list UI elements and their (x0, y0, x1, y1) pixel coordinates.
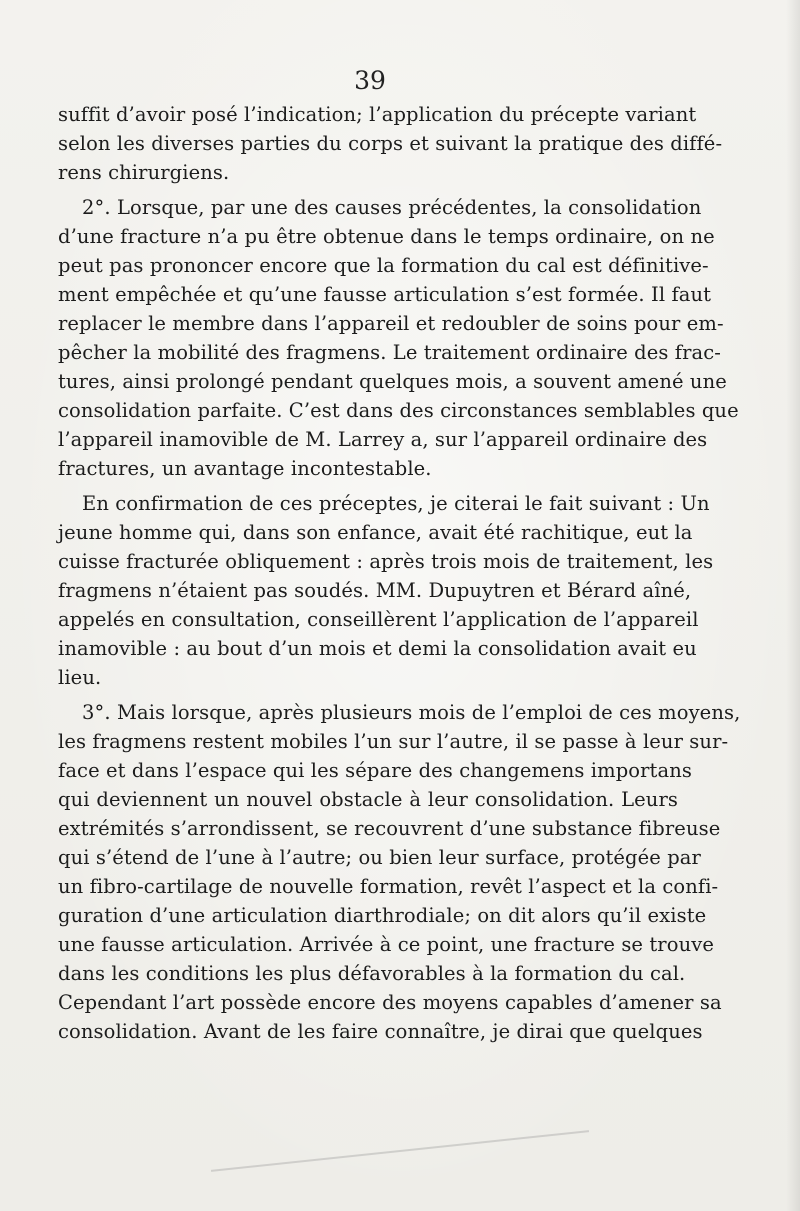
text-line: ment empêchée et qu’une fausse articulation s’est formée. Il faut (58, 283, 712, 306)
text-line: tures, ainsi prolongé pendant quelques mois, a souvent amené une (58, 370, 727, 393)
text-line: inamovible : au bout d’un mois et demi la consolidation avait eu (58, 637, 697, 660)
text-line: un fibro-cartilage de nouvelle formation, revêt l’aspect et la confi- (58, 875, 719, 898)
text-line: fractures, un avantage incontestable. (58, 457, 432, 480)
text-line: extrémités s’arrondissent, se recouvrent d’une substance fibreuse (58, 817, 721, 840)
text-line: les fragmens restent mobiles l’un sur l’autre, il se passe à leur sur- (58, 730, 729, 753)
text-line: dans les conditions les plus défavorables à la formation du cal. (58, 962, 686, 985)
paragraph-2 (58, 193, 739, 483)
text-line: qui deviennent un nouvel obstacle à leur consolidation. Leurs (58, 788, 678, 811)
page-number: 39 (354, 66, 386, 95)
text-line: peut pas prononcer encore que la formation du cal est définitive- (58, 254, 709, 277)
text-line: face et dans l’espace qui les sépare des changemens importans (58, 759, 692, 782)
text-line: selon les diverses parties du corps et suivant la pratique des diffé- (58, 132, 723, 155)
text-line: En confirmation de ces préceptes, je citerai le fait suivant : Un (82, 492, 710, 515)
text-line: d’une fracture n’a pu être obtenue dans le temps ordinaire, on ne (58, 225, 715, 248)
text-line: Cependant l’art possède encore des moyens capables d’amener sa (58, 991, 722, 1014)
text-line: replacer le membre dans l’appareil et redoubler de soins pour em- (58, 312, 724, 335)
paper-scratch-mark (211, 1130, 589, 1172)
paragraph-3 (58, 489, 714, 692)
paragraph-1 (58, 100, 723, 187)
paragraph-4 (58, 698, 741, 1046)
page-edge-shadow (786, 0, 800, 1211)
text-line: fragmens n’étaient pas soudés. MM. Dupuytren et Bérard aîné, (58, 579, 692, 602)
text-line: une fausse articulation. Arrivée à ce point, une fracture se trouve (58, 933, 714, 956)
text-line: consolidation parfaite. C’est dans des circonstances semblables que (58, 399, 739, 422)
text-line: cuisse fracturée obliquement : après trois mois de traitement, les (58, 550, 714, 573)
body-text (58, 100, 741, 1046)
text-line: guration d’une articulation diarthrodiale; on dit alors qu’il existe (58, 904, 707, 927)
text-line: jeune homme qui, dans son enfance, avait été rachitique, eut la (58, 521, 693, 544)
text-line: pêcher la mobilité des fragmens. Le traitement ordinaire des frac- (58, 341, 721, 364)
text-line: l’appareil inamovible de M. Larrey a, sur l’appareil ordinaire des (58, 428, 708, 451)
text-line: lieu. (58, 666, 102, 689)
text-line: qui s’étend de l’une à l’autre; ou bien leur surface, protégée par (58, 846, 701, 869)
text-line: appelés en consultation, conseillèrent l’application de l’appareil (58, 608, 699, 631)
text-line: consolidation. Avant de les faire connaître, je dirai que quelques (58, 1020, 703, 1043)
text-line: 3°. Mais lorsque, après plusieurs mois de l’emploi de ces moyens, (82, 701, 741, 724)
text-line: rens chirurgiens. (58, 161, 230, 184)
text-line: 2°. Lorsque, par une des causes précédentes, la consolidation (82, 196, 702, 219)
text-line: suffit d’avoir posé l’indication; l’application du précepte variant (58, 103, 697, 126)
